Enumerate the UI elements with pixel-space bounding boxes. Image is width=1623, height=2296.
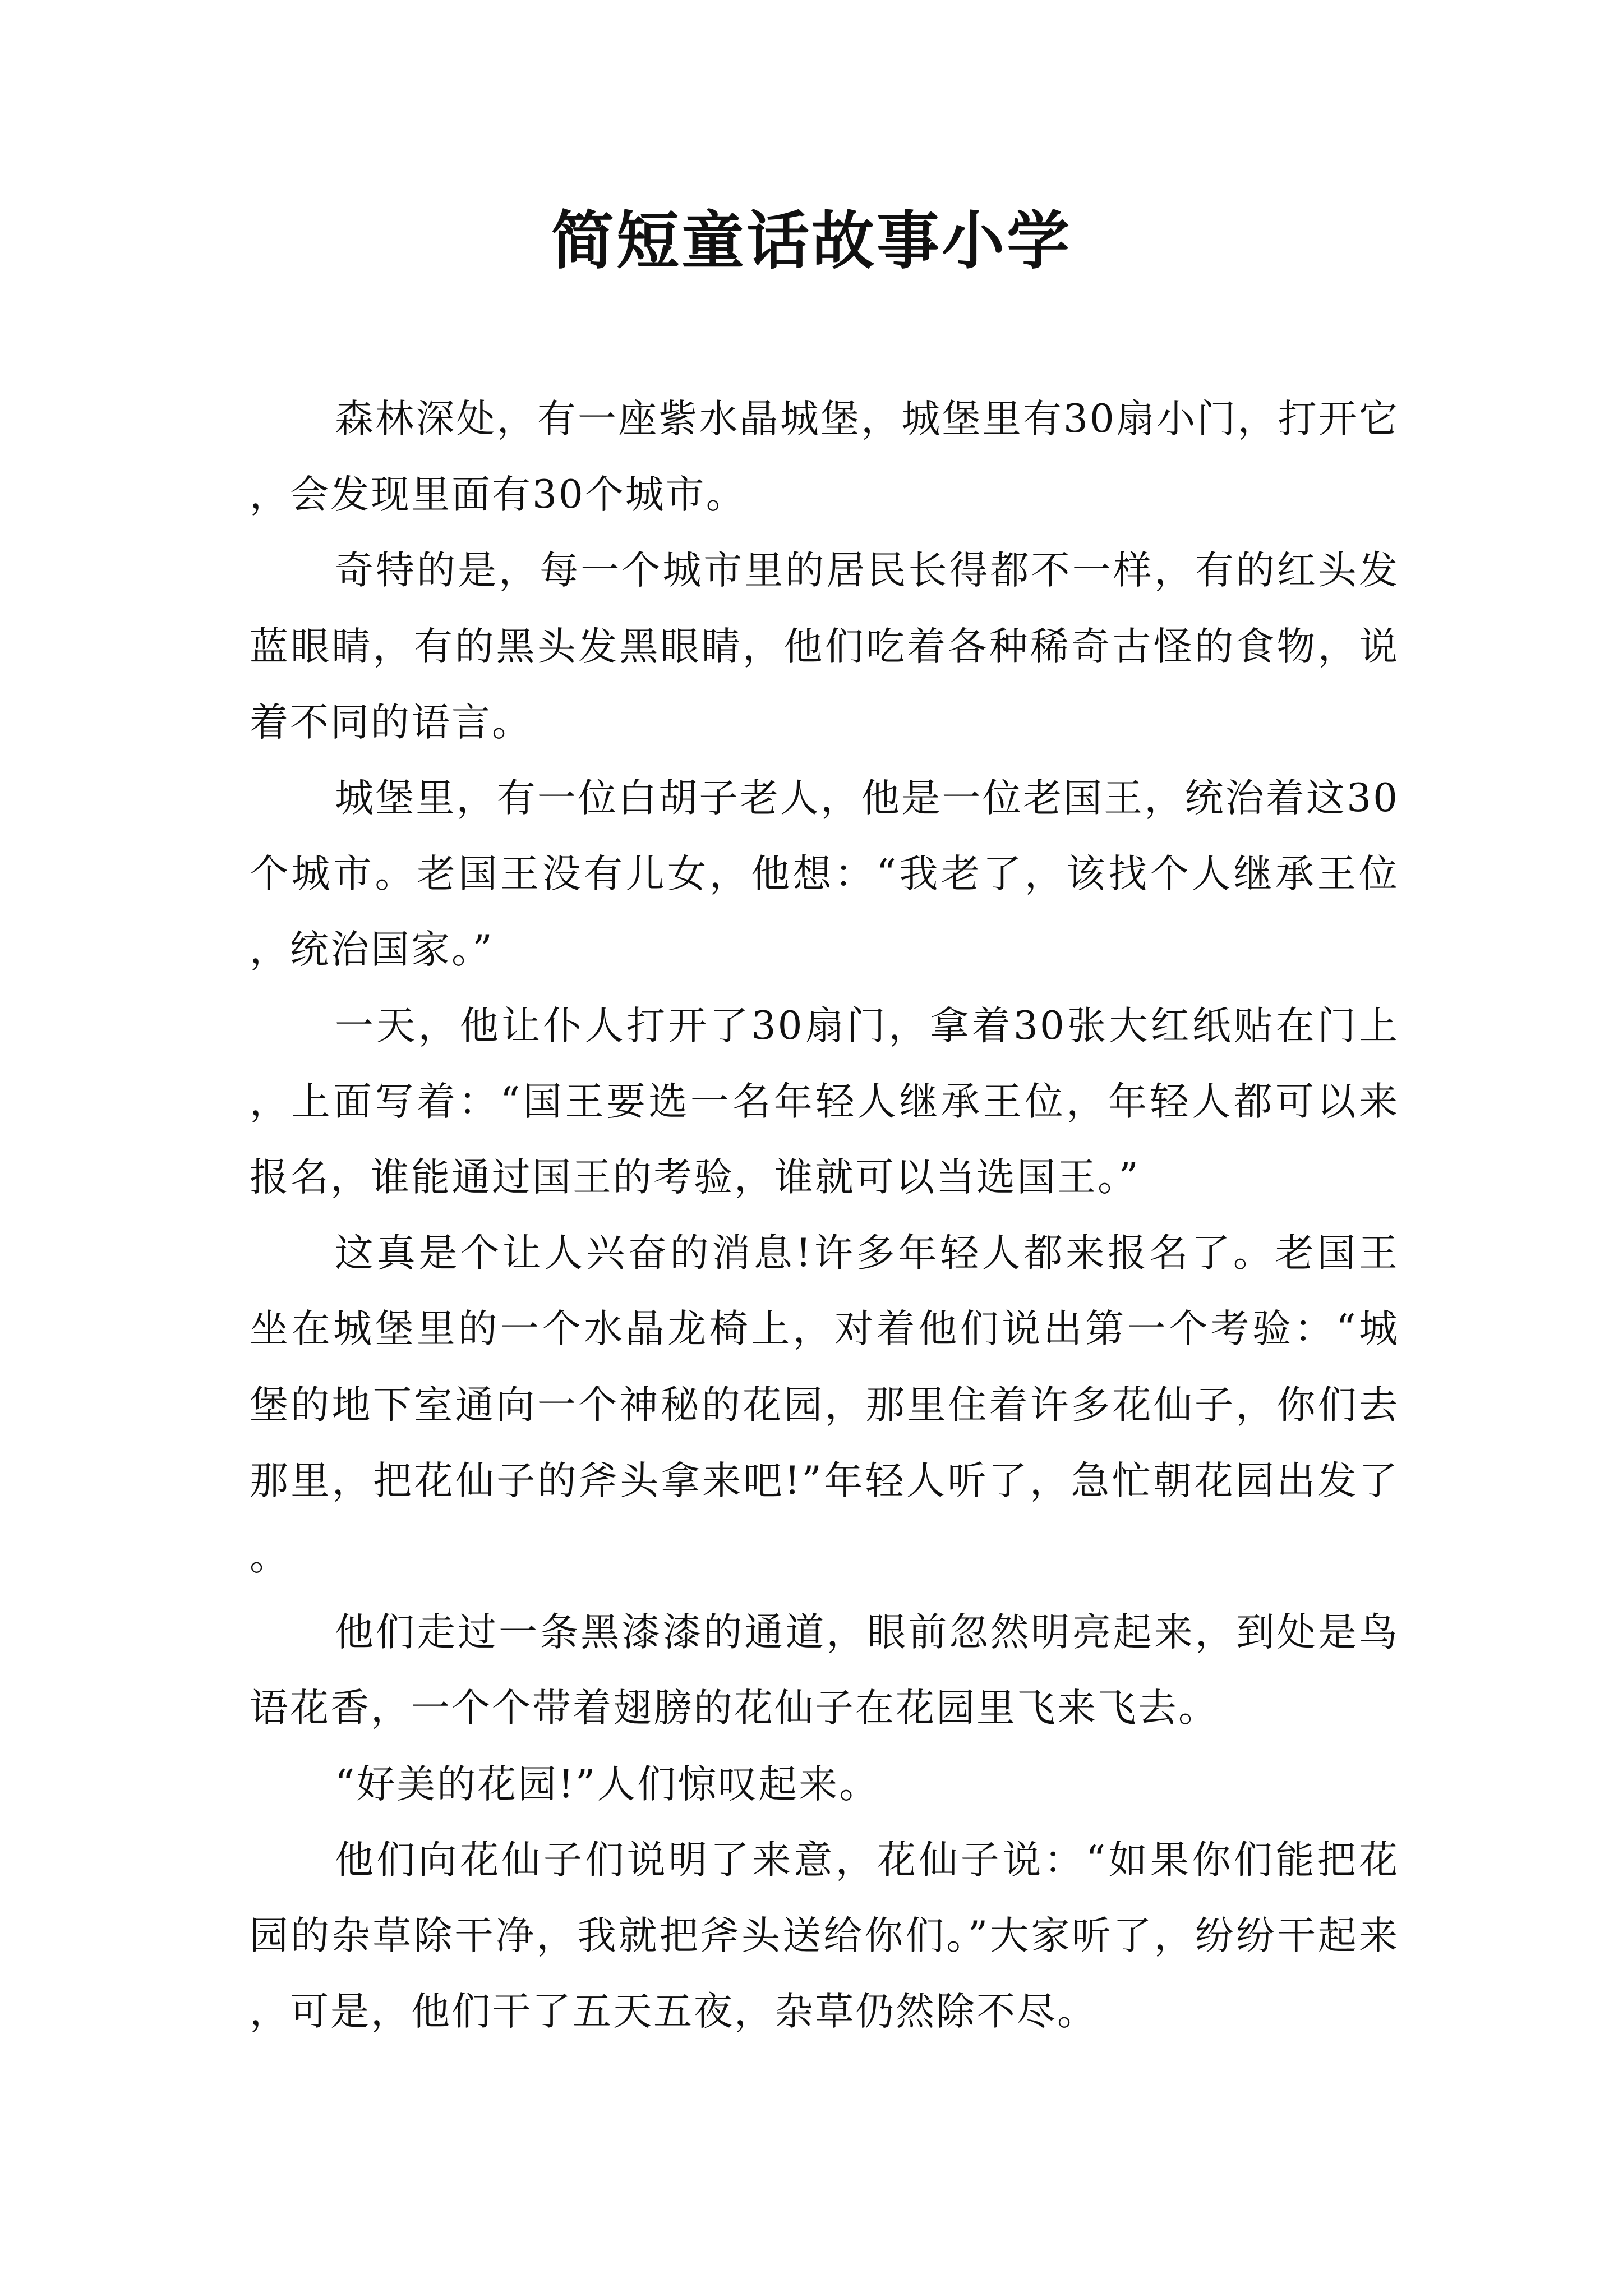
- paragraph: 森林深处，有一座紫水晶城堡，城堡里有30扇小门，打开它，会发现里面有30个城市。: [250, 397, 1399, 518]
- paragraph: 这真是个让人兴奋的消息!许多年轻人都来报名了。老国王坐在城堡里的一个水晶龙椅上，对着他们说出第一个考验：“城堡的地下室通向一个神秘的花园，那里住着许多花仙子，你们去那里，把花仙子的斧头拿来吧!”年轻人听了，急忙朝花园出发了。: [250, 1231, 1399, 1580]
- paragraph: 城堡里，有一位白胡子老人，他是一位老国王，统治着这30个城市。老国王没有儿女，他想：“我老了，该找个人继承王位，统治国家。”: [250, 776, 1399, 973]
- paragraph: 一天，他让仆人打开了30扇门，拿着30张大红纸贴在门上，上面写着：“国王要选一名年轻人继承王位，年轻人都可以来报名，谁能通过国王的考验，谁就可以当选国王。”: [250, 1003, 1399, 1200]
- paragraph: 他们走过一条黑漆漆的通道，眼前忽然明亮起来，到处是鸟语花香，一个个带着翅膀的花仙子在花园里飞来飞去。: [250, 1610, 1399, 1731]
- paragraph: 奇特的是，每一个城市里的居民长得都不一样，有的红头发蓝眼睛，有的黑头发黑眼睛，他们吃着各种稀奇古怪的食物，说着不同的语言。: [250, 548, 1399, 745]
- paragraph: “好美的花园!”人们惊叹起来。: [335, 1761, 880, 1807]
- document-body: [250, 381, 1399, 2050]
- document-title: 简短童话故事小学: [551, 204, 1072, 278]
- paragraph: 他们向花仙子们说明了来意，花仙子说：“如果你们能把花园的杂草除干净，我就把斧头送给你们。”大家听了，纷纷干起来，可是，他们干了五天五夜，杂草仍然除不尽。: [250, 1837, 1399, 2035]
